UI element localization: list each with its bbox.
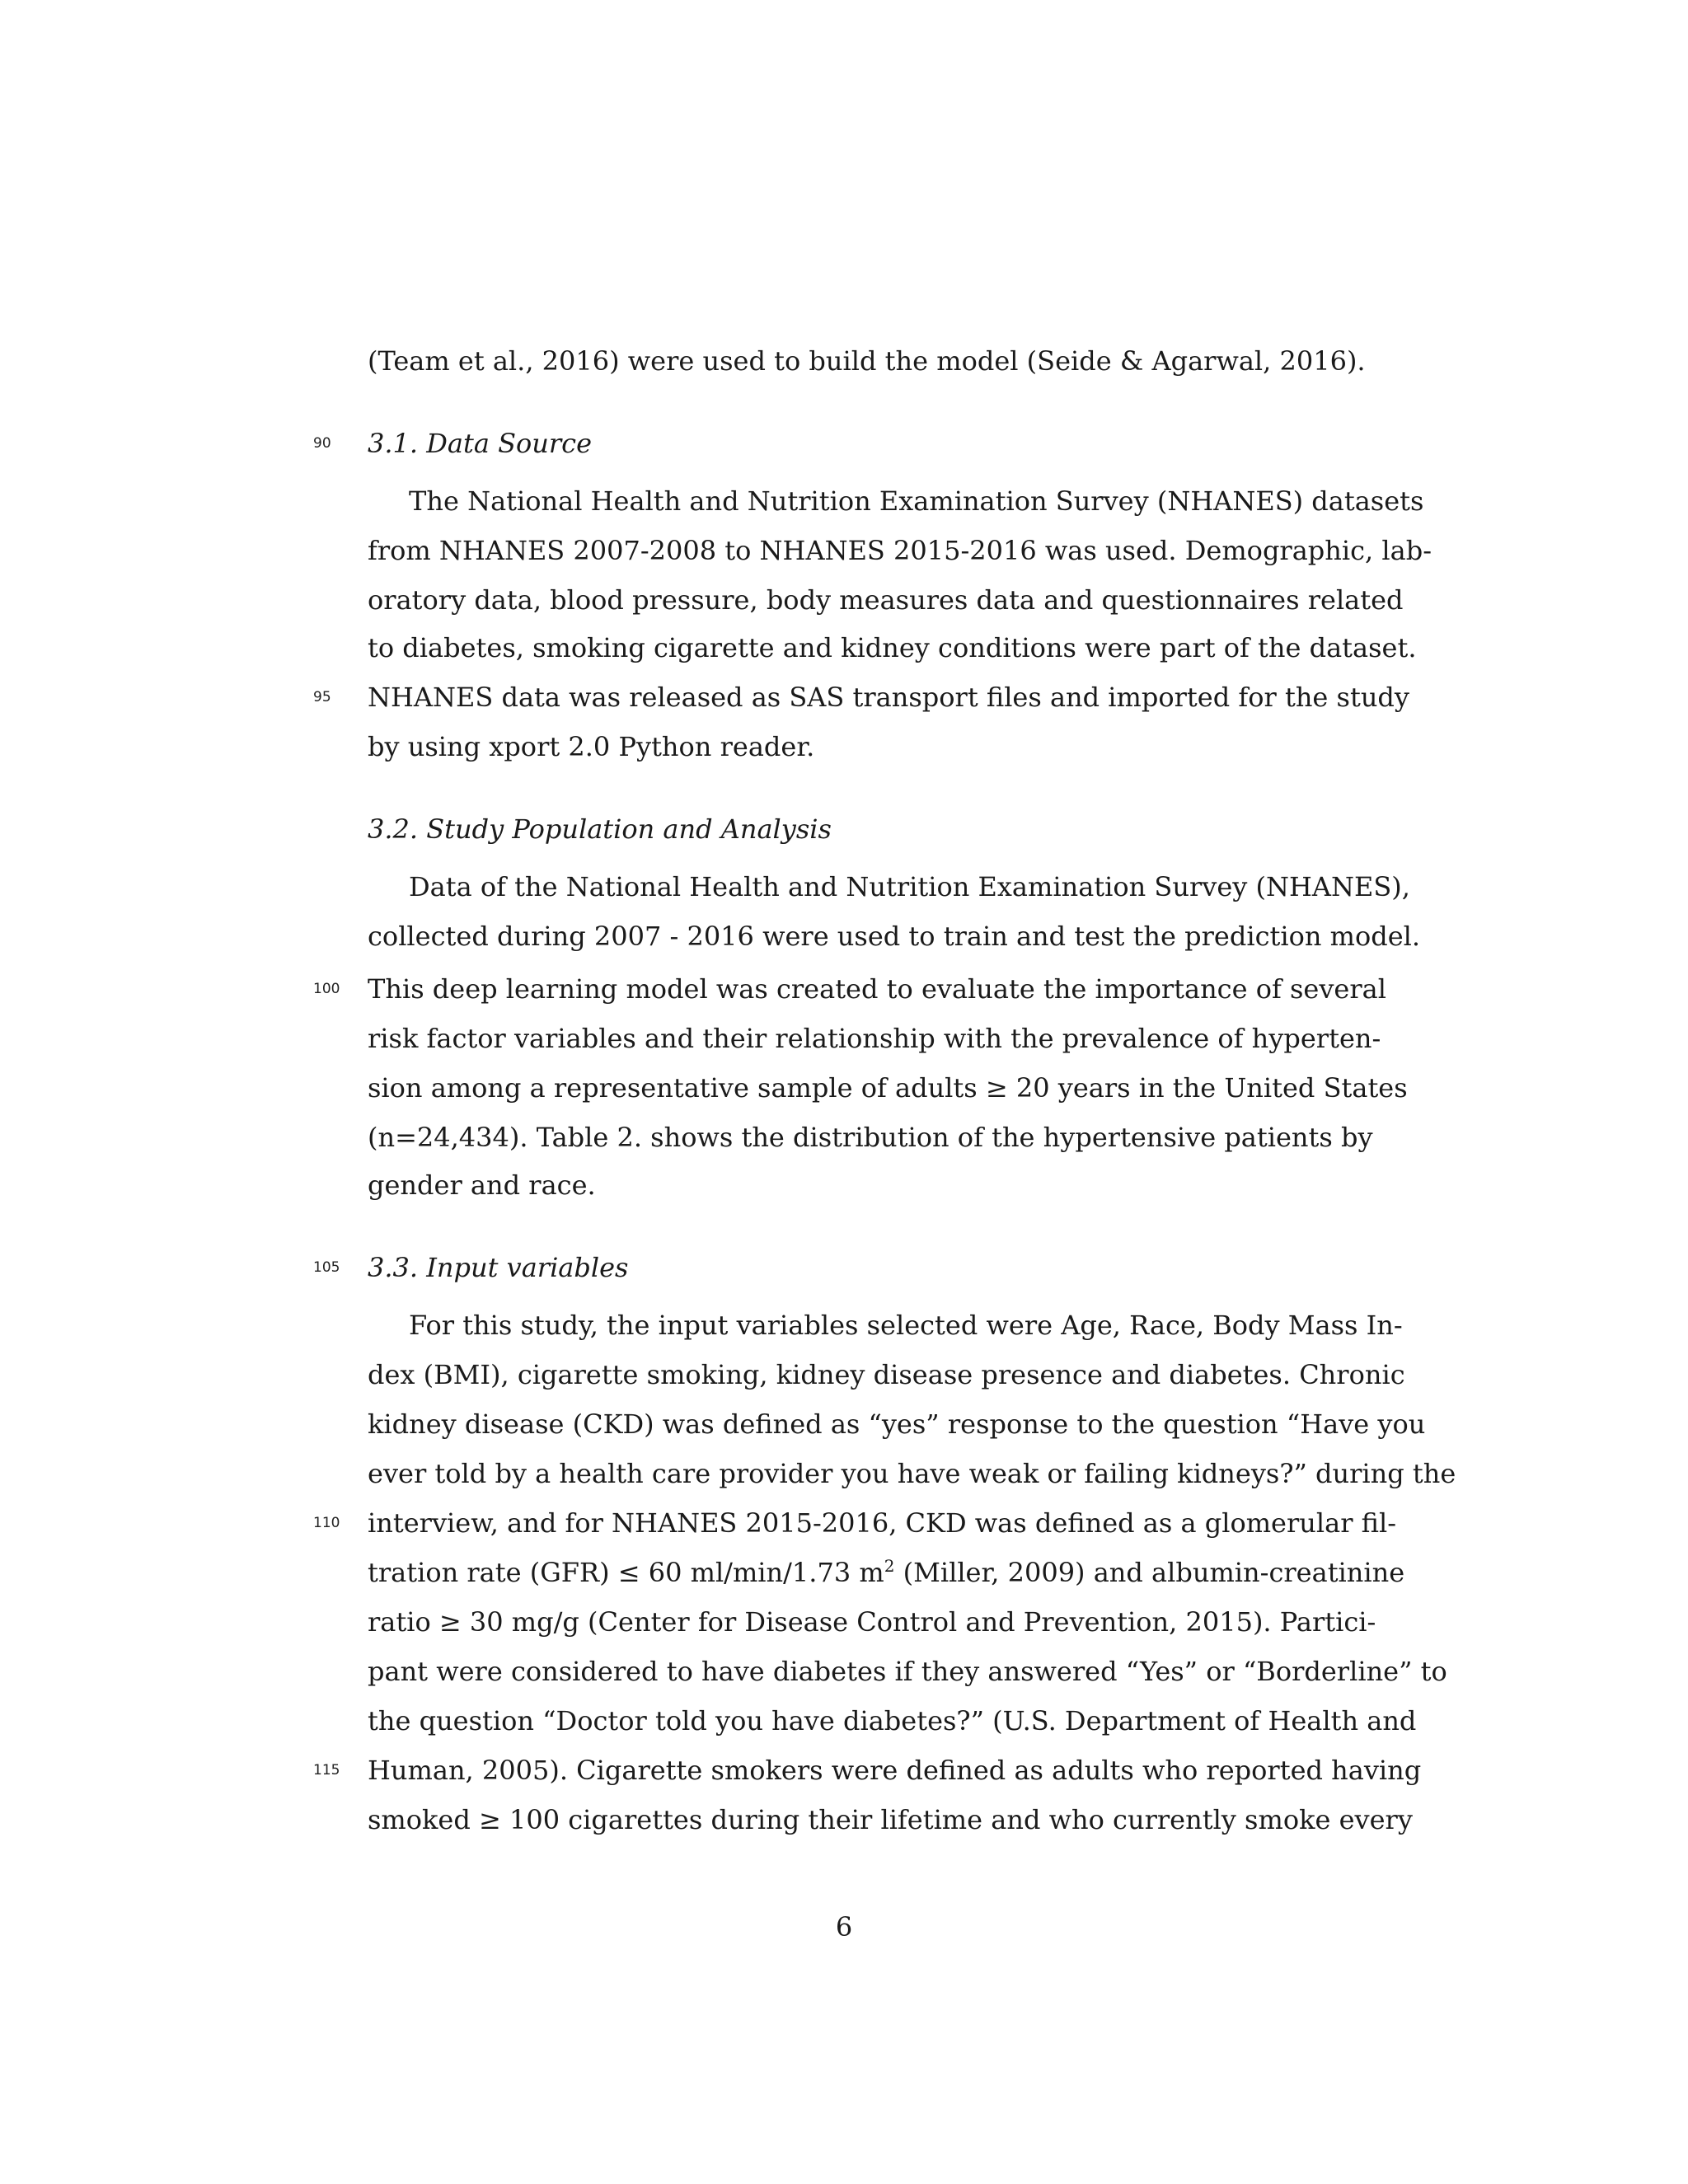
body-text-line: pant were considered to have diabetes if they answered “Yes” or “Borderline” to bbox=[368, 1656, 1447, 1687]
line-number: 115 bbox=[313, 1762, 340, 1779]
body-text-line: by using xport 2.0 Python reader. bbox=[368, 731, 815, 762]
line-number: 95 bbox=[313, 689, 331, 705]
body-text-line: NHANES data was released as SAS transport files and imported for the study bbox=[368, 682, 1409, 713]
body-text-line-with-superscript bbox=[368, 1548, 1405, 1597]
body-text-line: kidney disease (CKD) was defined as “yes” response to the question “Have you bbox=[368, 1408, 1426, 1440]
line-number: 105 bbox=[313, 1259, 340, 1276]
body-text-line: ratio ≥ 30 mg/g (Center for Disease Control and Prevention, 2015). Partici- bbox=[368, 1606, 1376, 1638]
line-number: 110 bbox=[313, 1515, 340, 1531]
page-number: 6 bbox=[835, 1911, 853, 1943]
section-heading-data-source: 3.1. Data Source bbox=[368, 428, 593, 459]
body-text-line: Human, 2005). Cigarette smokers were defined as adults who reported having bbox=[368, 1755, 1422, 1786]
superscript: 2 bbox=[884, 1556, 895, 1576]
body-text-line: smoked ≥ 100 cigarettes during their lifetime and who currently smoke every bbox=[368, 1804, 1413, 1835]
body-text-line: Data of the National Health and Nutrition Examination Survey (NHANES), bbox=[409, 871, 1410, 902]
section-heading-input-variables: 3.3. Input variables bbox=[368, 1252, 629, 1283]
body-text-line: interview, and for NHANES 2015-2016, CKD was defined as a glomerular fil- bbox=[368, 1507, 1397, 1539]
body-text-line: collected during 2007 - 2016 were used to train and test the prediction model. bbox=[368, 921, 1421, 952]
body-text-line: oratory data, blood pressure, body measures data and questionnaires related bbox=[368, 584, 1404, 616]
line-number: 100 bbox=[313, 981, 340, 997]
body-text-line: from NHANES 2007-2008 to NHANES 2015-2016 was used. Demographic, lab- bbox=[368, 535, 1432, 566]
body-text-line: This deep learning model was created to evaluate the importance of several bbox=[368, 973, 1386, 1005]
body-text-line: ever told by a health care provider you have weak or failing kidneys?” during the bbox=[368, 1458, 1456, 1489]
body-text-line: For this study, the input variables selected were Age, Race, Body Mass In- bbox=[409, 1310, 1403, 1341]
body-text-line: to diabetes, smoking cigarette and kidney conditions were part of the dataset. bbox=[368, 632, 1417, 663]
body-text-line: gender and race. bbox=[368, 1169, 596, 1201]
body-text-line: the question “Doctor told you have diabetes?” (U.S. Department of Health and bbox=[368, 1705, 1417, 1736]
body-text-line: (Team et al., 2016) were used to build the model (Seide & Agarwal, 2016). bbox=[368, 345, 1366, 377]
body-text-line: sion among a representative sample of adults ≥ 20 years in the United States bbox=[368, 1072, 1408, 1104]
section-heading-study-population: 3.2. Study Population and Analysis bbox=[368, 813, 832, 845]
line-number: 90 bbox=[313, 435, 331, 452]
body-text-line: The National Health and Nutrition Examination Survey (NHANES) datasets bbox=[409, 485, 1424, 517]
text-segment: tration rate (GFR) ≤ 60 ml/min/1.73 m bbox=[368, 1557, 884, 1588]
body-text-line: (n=24,434). Table 2. shows the distribution of the hypertensive patients by bbox=[368, 1122, 1373, 1153]
body-text-line: risk factor variables and their relationship with the prevalence of hyperten- bbox=[368, 1023, 1381, 1054]
text-segment: (Miller, 2009) and albumin-creatinine bbox=[894, 1557, 1405, 1588]
body-text-line: dex (BMI), cigarette smoking, kidney disease presence and diabetes. Chronic bbox=[368, 1359, 1405, 1390]
